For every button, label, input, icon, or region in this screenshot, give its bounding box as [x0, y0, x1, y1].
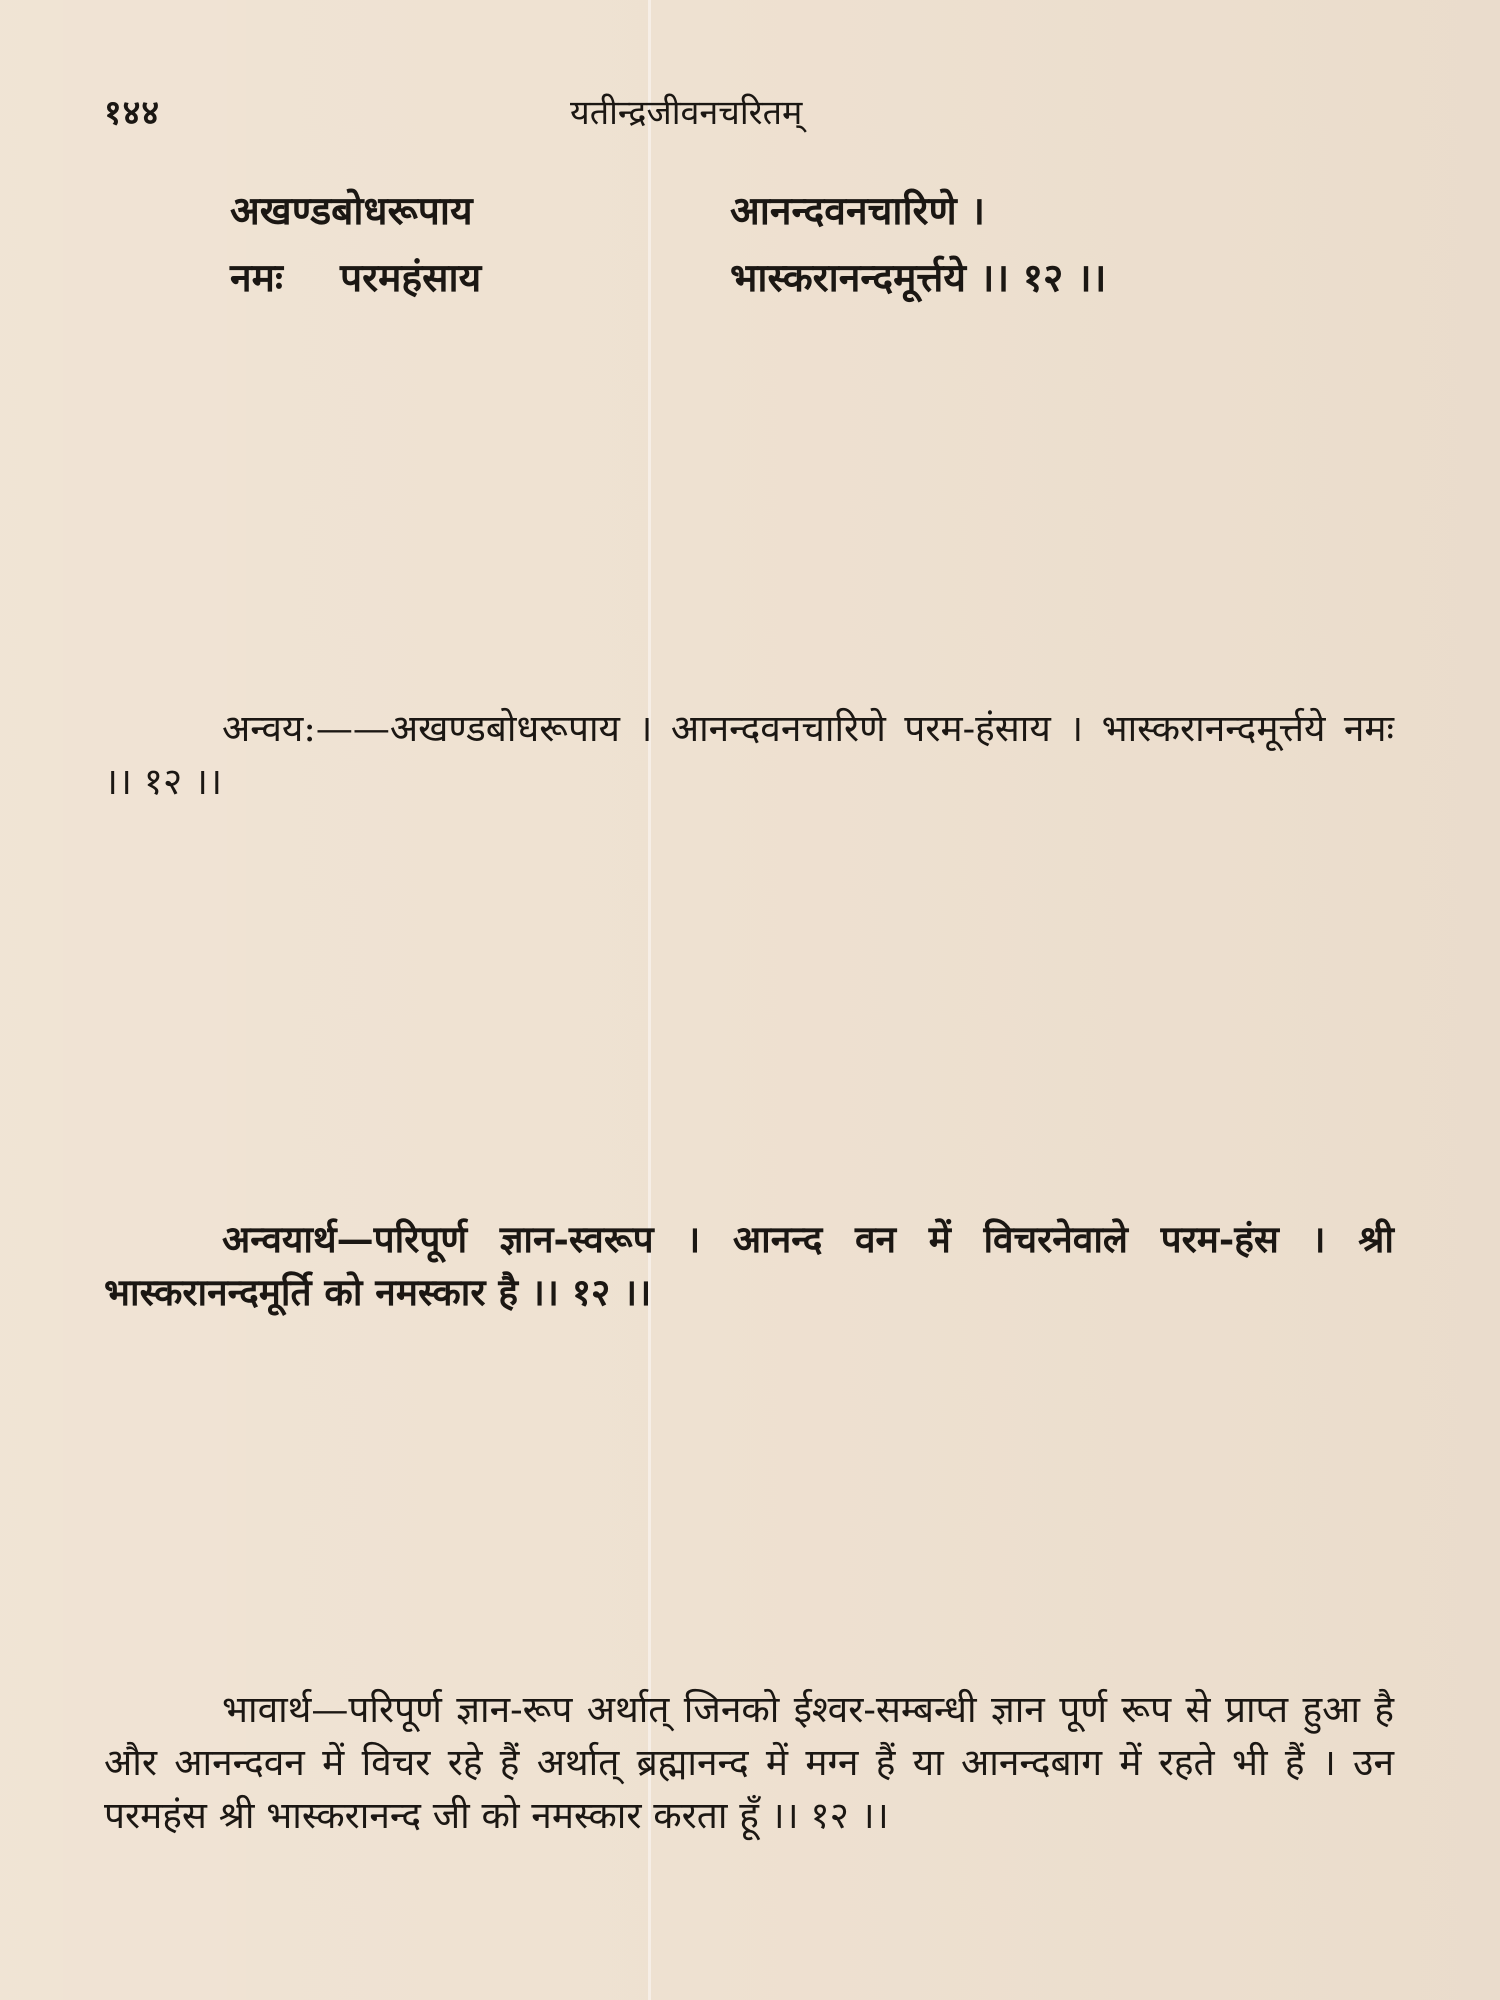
running-title: यतीन्द्रजीवनचरितम् — [570, 93, 803, 133]
anvaya-paragraph — [104, 703, 1394, 808]
verse-line-1-right: आनन्दवनचारिणे । — [730, 188, 986, 234]
page-number: १४४ — [104, 93, 161, 133]
anvayartha-text: परिपूर्ण ज्ञान-स्वरूप । आनन्द वन में विचरनेवाले परम-हंस । श्री भास्करानन्दमूर्ति को नमस्कार है ।। १२ ।। — [104, 1217, 1394, 1314]
bhavartha-paragraph — [104, 1684, 1394, 1843]
verse-line-2 — [230, 245, 1320, 312]
bhavartha-text: परिपूर्ण ज्ञान-रूप अर्थात् जिनको ईश्वर-सम्बन्धी ज्ञान पूर्ण रूप से प्राप्त हुआ है और आनन्दवन में विचर रहे हैं अर्थात् ब्रह्मानन्द में मग्न हैं या आनन्दबाग में रहते भी हैं । उन परमहंस श्री भास्करानन्द जी को नमस्कार करता हूँ ।। १२ ।। — [104, 1688, 1394, 1837]
verse-line-1 — [230, 178, 1320, 245]
verse-line-2-middle: परमहंसाय — [340, 255, 482, 302]
anvaya-label: अन्वय:— — [222, 707, 353, 750]
bhavartha-label: भावार्थ— — [222, 1688, 349, 1731]
verse-line-2-first: नमः — [230, 255, 283, 302]
anvaya-text: —अखण्डबोधरूपाय । आनन्दवनचारिणे परम-हंसाय । भास्करानन्दमूर्त्तये नमः ।। १२ ।। — [104, 707, 1394, 803]
verse-line-2-right: भास्करानन्दमूर्त्तये ।। १२ ।। — [730, 255, 1107, 302]
anvayartha-label: अन्वयार्थ— — [222, 1217, 374, 1261]
sanskrit-verse — [230, 178, 1320, 313]
anvayartha-paragraph — [104, 1213, 1394, 1318]
verse-line-1-left: अखण्डबोधरूपाय — [230, 188, 473, 234]
